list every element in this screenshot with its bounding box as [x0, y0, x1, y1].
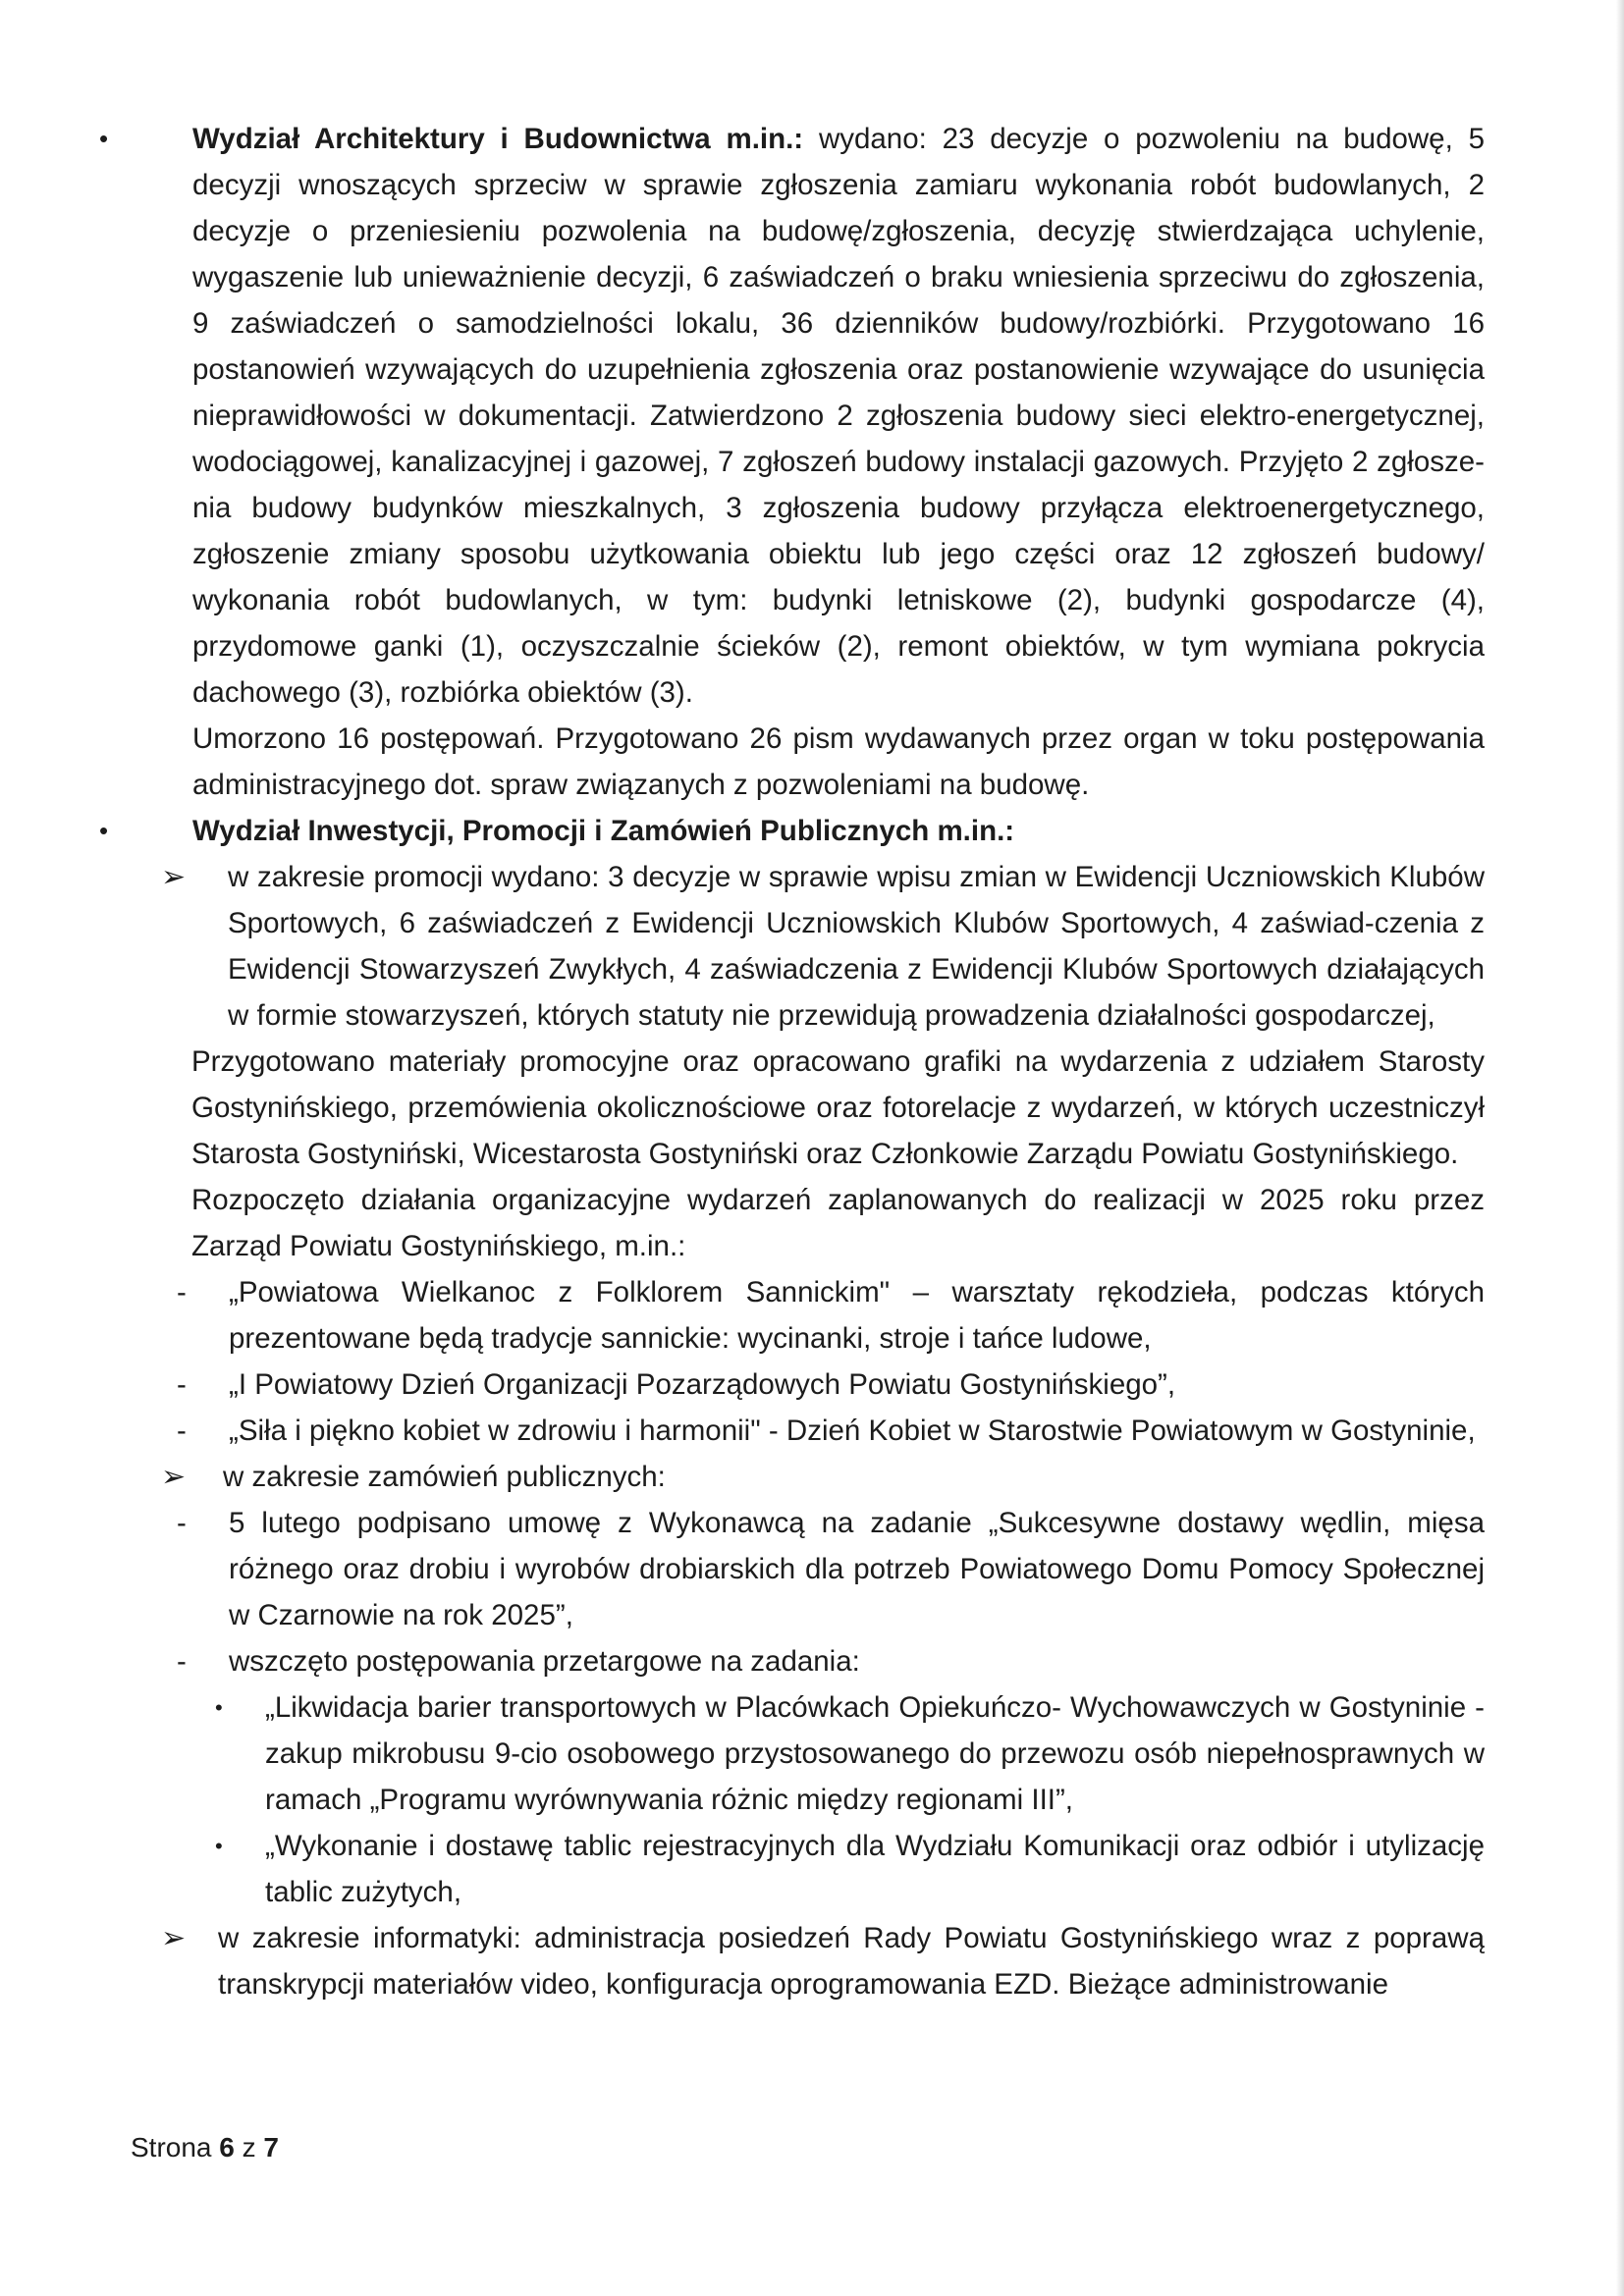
promo-item	[137, 854, 1485, 1039]
event-item	[137, 1408, 1485, 1454]
arrow-bullet-icon: ➢	[161, 1922, 187, 1954]
page-footer	[131, 2128, 279, 2167]
dash-bullet-icon: -	[177, 1645, 187, 1678]
it-item	[137, 1915, 1485, 2007]
page-content	[99, 116, 1485, 2007]
procurement-intro: w zakresie zamówień publicznych:	[223, 1461, 666, 1493]
bullet-icon: •	[99, 124, 109, 153]
section-heading: Wydział Architektury i Budownictwa m.in.:	[192, 123, 804, 155]
section-inwestycje	[99, 808, 1485, 854]
footer-of: z	[242, 2132, 256, 2163]
bullet-icon: •	[215, 1695, 223, 1720]
event-text: „Powiatowa Wielkanoc z Folklorem Sannickim" – warsztaty rękodzieła, podczas których prezentowane będą tradycje sannickie: wycinanki, stroje i tańce ludowe,	[229, 1276, 1485, 1355]
arrow-bullet-icon: ➢	[161, 861, 187, 893]
tender-text: „Wykonanie i dostawę tablic rejestracyjnych dla Wydziału Komunikacji oraz odbiór i utylizację tablic zużytych,	[265, 1830, 1485, 1908]
event-text: „Siła i piękno kobiet w zdrowiu i harmonii" - Dzień Kobiet w Starostwie Powiatowym w Gostyninie,	[229, 1415, 1476, 1447]
contract-item	[137, 1500, 1485, 1638]
contract-text: 5 lutego podpisano umowę z Wykonawcą na zadanie „Sukcesywne dostawy wędlin, mięsa różnego oraz drobiu i wyrobów drobiarskich dla potrzeb Powiatowego Domu Pomocy Społecznej w Czarnowie na rok 2025”,	[229, 1507, 1485, 1631]
promo-text: w zakresie promocji wydano: 3 decyzje w sprawie wpisu zmian w Ewidencji Uczniowskich Klubów Sportowych, 6 zaświadczeń z Ewidencji Uczniowskich Klubów Sportowych, 4 zaświad-czenia z Ewidencji Stowarzyszeń Zwykłych, 4 zaświadczenia z Ewidencji Klubów Sportowych działających w formie stowarzyszeń, których statuty nie przewidują prowadzenia działalności gospodarczej,	[228, 861, 1485, 1032]
event-text: „I Powiatowy Dzień Organizacji Pozarządowych Powiatu Gostynińskiego”,	[229, 1368, 1176, 1401]
summary-paragraph: Umorzono 16 postępowań. Przygotowano 26 pism wydawanych przez organ w toku postępowania administracyjnego dot. spraw związanych z pozwoleniami na budowę.	[192, 722, 1485, 801]
tender-item	[137, 1823, 1485, 1915]
tender-item	[137, 1684, 1485, 1823]
section-body: wydano: 23 decyzje o pozwoleniu na budowę, 5 decyzji wnoszących sprzeciw w sprawie zgłoszenia zamiaru wykonania robót budowlanych, 2 decyzje o przeniesieniu pozwolenia na budowę/zgłoszenia, decyzję stwierdzająca uchylenie, wygaszenie lub unieważnienie decyzji, 6 zaświadczeń o braku wniesienia sprzeciwu do zgłoszenia, 9 zaświadczeń o samodzielności lokalu, 36 dzienników budowy/rozbiórki. Przygotowano 16 postanowień wzywających do uzupełnienia zgłoszenia oraz postanowienie wzywające do usunięcia nieprawidłowości w dokumentacji. Zatwierdzono 2 zgłoszenia budowy sieci elektro-energetycznej, wodociągowej, kanalizacyjnej i gazowej, 7 zgłoszeń budowy instalacji gazowych. Przyjęto 2 zgłosze-nia budowy budynków mieszkalnych, 3 zgłoszenia budowy przyłącza elektroenergetycznego, zgłoszenie zmiany sposobu użytkowania obiektu lub jego części oraz 12 zgłoszeń budowy/ wykonania robót budowlanych, w tym: budynki letniskowe (2), budynki gospodarcze (4), przydomowe ganki (1), oczyszczalnie ścieków (2), remont obiektów, w tym wymiana pokrycia dachowego (3), rozbiórka obiektów (3).	[192, 123, 1485, 709]
page-edge-shadow	[1616, 0, 1624, 2296]
footer-total-pages: 7	[263, 2132, 279, 2163]
arrow-bullet-icon: ➢	[161, 1461, 187, 1493]
tender-text: „Likwidacja barier transportowych w Placówkach Opiekuńczo- Wychowawczych w Gostyninie - zakup mikrobusu 9-cio osobowego przystosowanego do przewozu osób niepełnosprawnych w ramach „Programu wyrównywania różnic między regionami III”,	[265, 1691, 1485, 1816]
dash-bullet-icon: -	[177, 1276, 187, 1308]
bullet-icon: •	[99, 816, 109, 845]
footer-page-number: 6	[219, 2132, 235, 2163]
event-item	[137, 1362, 1485, 1408]
event-item	[137, 1269, 1485, 1362]
footer-label: Strona	[131, 2132, 212, 2163]
dash-bullet-icon: -	[177, 1368, 187, 1401]
dash-bullet-icon: -	[177, 1507, 187, 1539]
materials-paragraph: Przygotowano materiały promocyjne oraz opracowano grafiki na wydarzenia z udziałem Starosty Gostynińskiego, przemówienia okolicznościowe oraz fotorelacje z wydarzeń, w których uczestniczył Starosta Gostyniński, Wicestarosta Gostyniński oraz Członkowie Zarządu Powiatu Gostynińskiego.	[191, 1045, 1485, 1170]
section-heading: Wydział Inwestycji, Promocji i Zamówień Publicznych m.in.:	[192, 815, 1015, 847]
tenders-intro: wszczęto postępowania przetargowe na zadania:	[229, 1645, 860, 1678]
planning-paragraph: Rozpoczęto działania organizacyjne wydarzeń zaplanowanych do realizacji w 2025 roku przez Zarząd Powiatu Gostynińskiego, m.in.:	[191, 1184, 1485, 1262]
it-text: w zakresie informatyki: administracja posiedzeń Rady Powiatu Gostynińskiego wraz z poprawą transkrypcji materiałów video, konfiguracja oprogramowania EZD. Bieżące administrowanie	[218, 1922, 1485, 2001]
section-architektura	[99, 116, 1485, 716]
dash-bullet-icon: -	[177, 1415, 187, 1447]
bullet-icon: •	[215, 1834, 223, 1858]
tenders-intro-item	[137, 1638, 1485, 1684]
procurement-item	[137, 1454, 1485, 1500]
